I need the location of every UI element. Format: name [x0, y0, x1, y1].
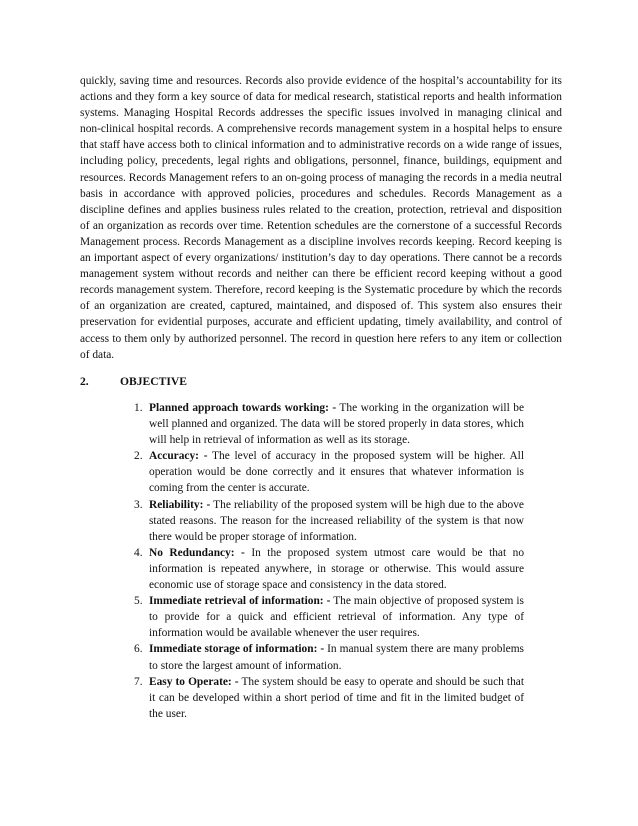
- objective-title: Easy to Operate: -: [149, 675, 239, 688]
- objective-text: In the proposed system utmost care would be that no information is repeated anywhere, in storage or otherwise. This would assure economic use of storage space and consistency in the data stored.: [149, 546, 525, 592]
- objective-number: 2.: [134, 450, 143, 463]
- objective-item: [116, 497, 524, 545]
- section-title: OBJECTIVE: [120, 375, 188, 388]
- objective-item: [116, 545, 524, 593]
- objective-title: No Redundancy: -: [149, 546, 245, 559]
- objective-item: [116, 448, 524, 496]
- objective-item: [116, 674, 524, 722]
- objective-number: 1.: [134, 402, 143, 414]
- objective-text: The working in the organization will be well planned and organized. The data will be stored properly in data stores, which will help in retrieval of information as well as its storage.: [149, 402, 525, 447]
- objective-title: Reliability: -: [149, 498, 211, 511]
- objective-number: 4.: [134, 546, 143, 559]
- objective-text: The reliability of the proposed system will be high due to the above stated reasons. The reason for the increased reliability of the system is that now there would be proper storage of information.: [149, 498, 524, 543]
- objective-title: Planned approach towards working: -: [149, 402, 337, 414]
- objective-title: Immediate storage of information: -: [149, 643, 325, 656]
- objective-item: [116, 593, 524, 641]
- objective-item: [116, 400, 524, 448]
- objective-number: 6.: [134, 643, 143, 656]
- objective-number: 7.: [134, 675, 143, 688]
- objective-text: In manual system there are many problems to store the largest amount of information.: [149, 643, 524, 672]
- objective-text: The main objective of proposed system is to provide for a quick and efficient retrieval of information. Any type of information would be available whenever the user requires.: [149, 595, 524, 640]
- objectives-list: [116, 400, 524, 722]
- objective-text: The system should be easy to operate and should be such that it can be developed within a short period of time and fit in the limited budget of the user.: [149, 675, 524, 720]
- objective-number: 3.: [134, 498, 143, 511]
- objective-item: [116, 641, 524, 673]
- objective-title: Accuracy: -: [149, 450, 208, 463]
- objective-number: 5.: [134, 595, 143, 608]
- section-number: 2.: [80, 375, 89, 388]
- objective-text: The level of accuracy in the proposed system will be higher. All operation would be done correctly and it ensures that whatever information is coming from the center is accurate.: [149, 450, 524, 495]
- objective-title: Immediate retrieval of information: -: [149, 595, 331, 608]
- intro-paragraph: quickly, saving time and resources. Records also provide evidence of the hospital’s accountability for its actions and they form a key source of data for medical research, statistical reports and health information systems. Managing Hospital Records addresses the specific issues involved in managing clinical and non-clinical hospital records. A comprehensive records management system in a hospital helps to ensure that staff have access both to clinical information and to administrative records on a wide range of issues, including policy, precedents, legal rights and obligations, personnel, finance, buildings, equipment and resources. Records Management refers to an on-going process of managing the records in a media neutral basis in accordance with approved policies, procedures and schedules. Records Management as a discipline defines and applies business rules related to the creation, protection, retrieval and disposition of an organization as records over time. Retention schedules are the cornerstone of a successful Records Management process. Records Management as a discipline involves records keeping. Record keeping is an important aspect of every organizations/ institution’s day to day operations. There cannot be a records management system without records and neither can there be efficient record keeping without a good records management system. Therefore, record keeping is the Systematic procedure by which the records of an organization are created, captured, maintained, and disposed of. This system also ensures their preservation for evidential purposes, accurate and efficient updating, timely availability, and control of access to them only by authorized personnel. The record in question here refers to any item or collection of data.: [80, 75, 562, 361]
- section-heading: [80, 375, 562, 388]
